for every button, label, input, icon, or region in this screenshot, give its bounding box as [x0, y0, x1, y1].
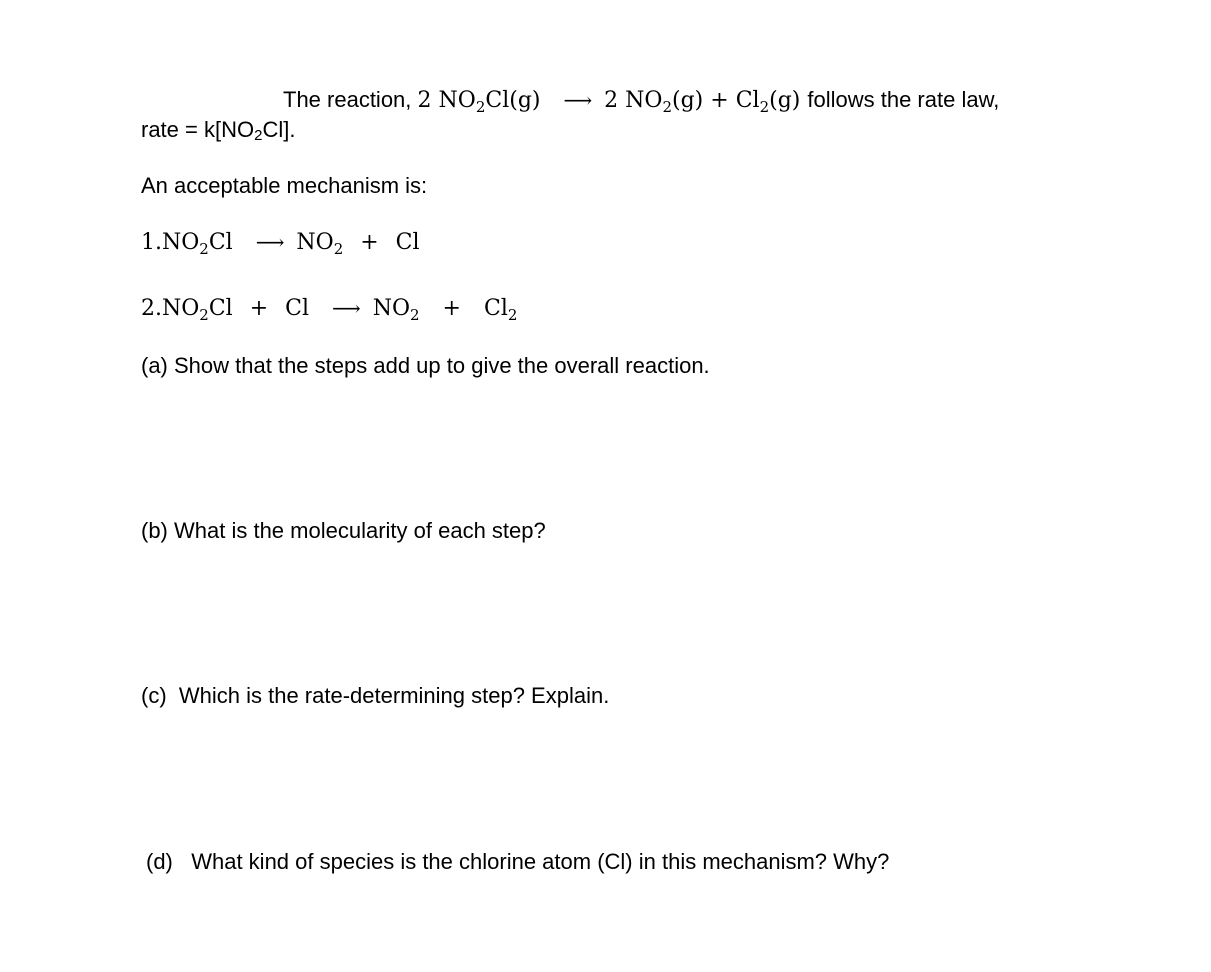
step2-arrow-icon: ⟶	[332, 296, 361, 320]
step2-product1-formula: NO	[372, 296, 410, 321]
step1-arrow-icon: ⟶	[255, 230, 285, 254]
product2-subscript: 2	[759, 98, 770, 116]
reactant-tail: Cl(g)	[485, 88, 541, 113]
step2-product1-subscript: 2	[410, 306, 420, 324]
rate-law-suffix: Cl].	[262, 117, 296, 142]
step2-plus-sign-1: +	[249, 296, 269, 321]
step2-reactant1-formula: NO	[162, 296, 200, 321]
step2-reactant2-formula: Cl	[285, 296, 310, 321]
step2-product2-subscript: 2	[507, 306, 518, 324]
intro-suffix: follows the rate law,	[807, 87, 1000, 112]
reactant-formula: NO	[438, 88, 476, 113]
step1-reactant-formula: NO	[162, 230, 200, 255]
intro-line	[283, 87, 1000, 116]
plus-sign: +	[710, 88, 729, 113]
question-b: (b) What is the molecularity of each step?	[141, 518, 546, 543]
step2-plus-sign-2: +	[442, 296, 461, 321]
product1-formula: NO	[625, 88, 663, 113]
overall-reaction-equation	[417, 88, 808, 116]
question-c: (c) Which is the rate-determining step? Explain.	[141, 683, 610, 708]
step2-reactant1-tail: Cl	[208, 296, 233, 321]
intro-prefix: The reaction,	[283, 87, 412, 112]
product2-formula: Cl	[735, 88, 760, 113]
step1-reactant-subscript: 2	[199, 240, 209, 258]
reactant-coefficient: 2	[417, 88, 432, 113]
product-coefficient: 2	[604, 88, 619, 113]
reaction-arrow-icon: ⟶	[563, 88, 593, 112]
step1-product1-formula: NO	[296, 230, 334, 255]
step-number: 2.	[141, 296, 162, 321]
step-number: 1.	[141, 230, 162, 255]
step1-plus-sign: +	[360, 230, 379, 255]
reactant-subscript: 2	[475, 98, 486, 116]
product1-tail: (g)	[672, 88, 704, 113]
rate-law-prefix: rate = k[NO	[141, 117, 255, 142]
mechanism-heading: An acceptable mechanism is:	[141, 173, 428, 198]
question-d: (d) What kind of species is the chlorine atom (Cl) in this mechanism? Why?	[146, 849, 890, 874]
step1-product2-formula: Cl	[395, 230, 420, 255]
step1-reactant-tail: Cl	[208, 230, 233, 255]
mechanism-step-2	[141, 296, 518, 324]
step2-reactant1-subscript: 2	[199, 306, 209, 324]
rate-law	[141, 117, 296, 144]
rate-law-subscript: 2	[254, 127, 263, 144]
product1-subscript: 2	[662, 98, 673, 116]
question-a: (a) Show that the steps add up to give the overall reaction.	[141, 353, 710, 378]
step2-product2-formula: Cl	[483, 296, 508, 321]
step1-product1-subscript: 2	[333, 240, 344, 258]
product2-tail: (g)	[769, 88, 801, 113]
mechanism-step-1	[141, 230, 420, 258]
